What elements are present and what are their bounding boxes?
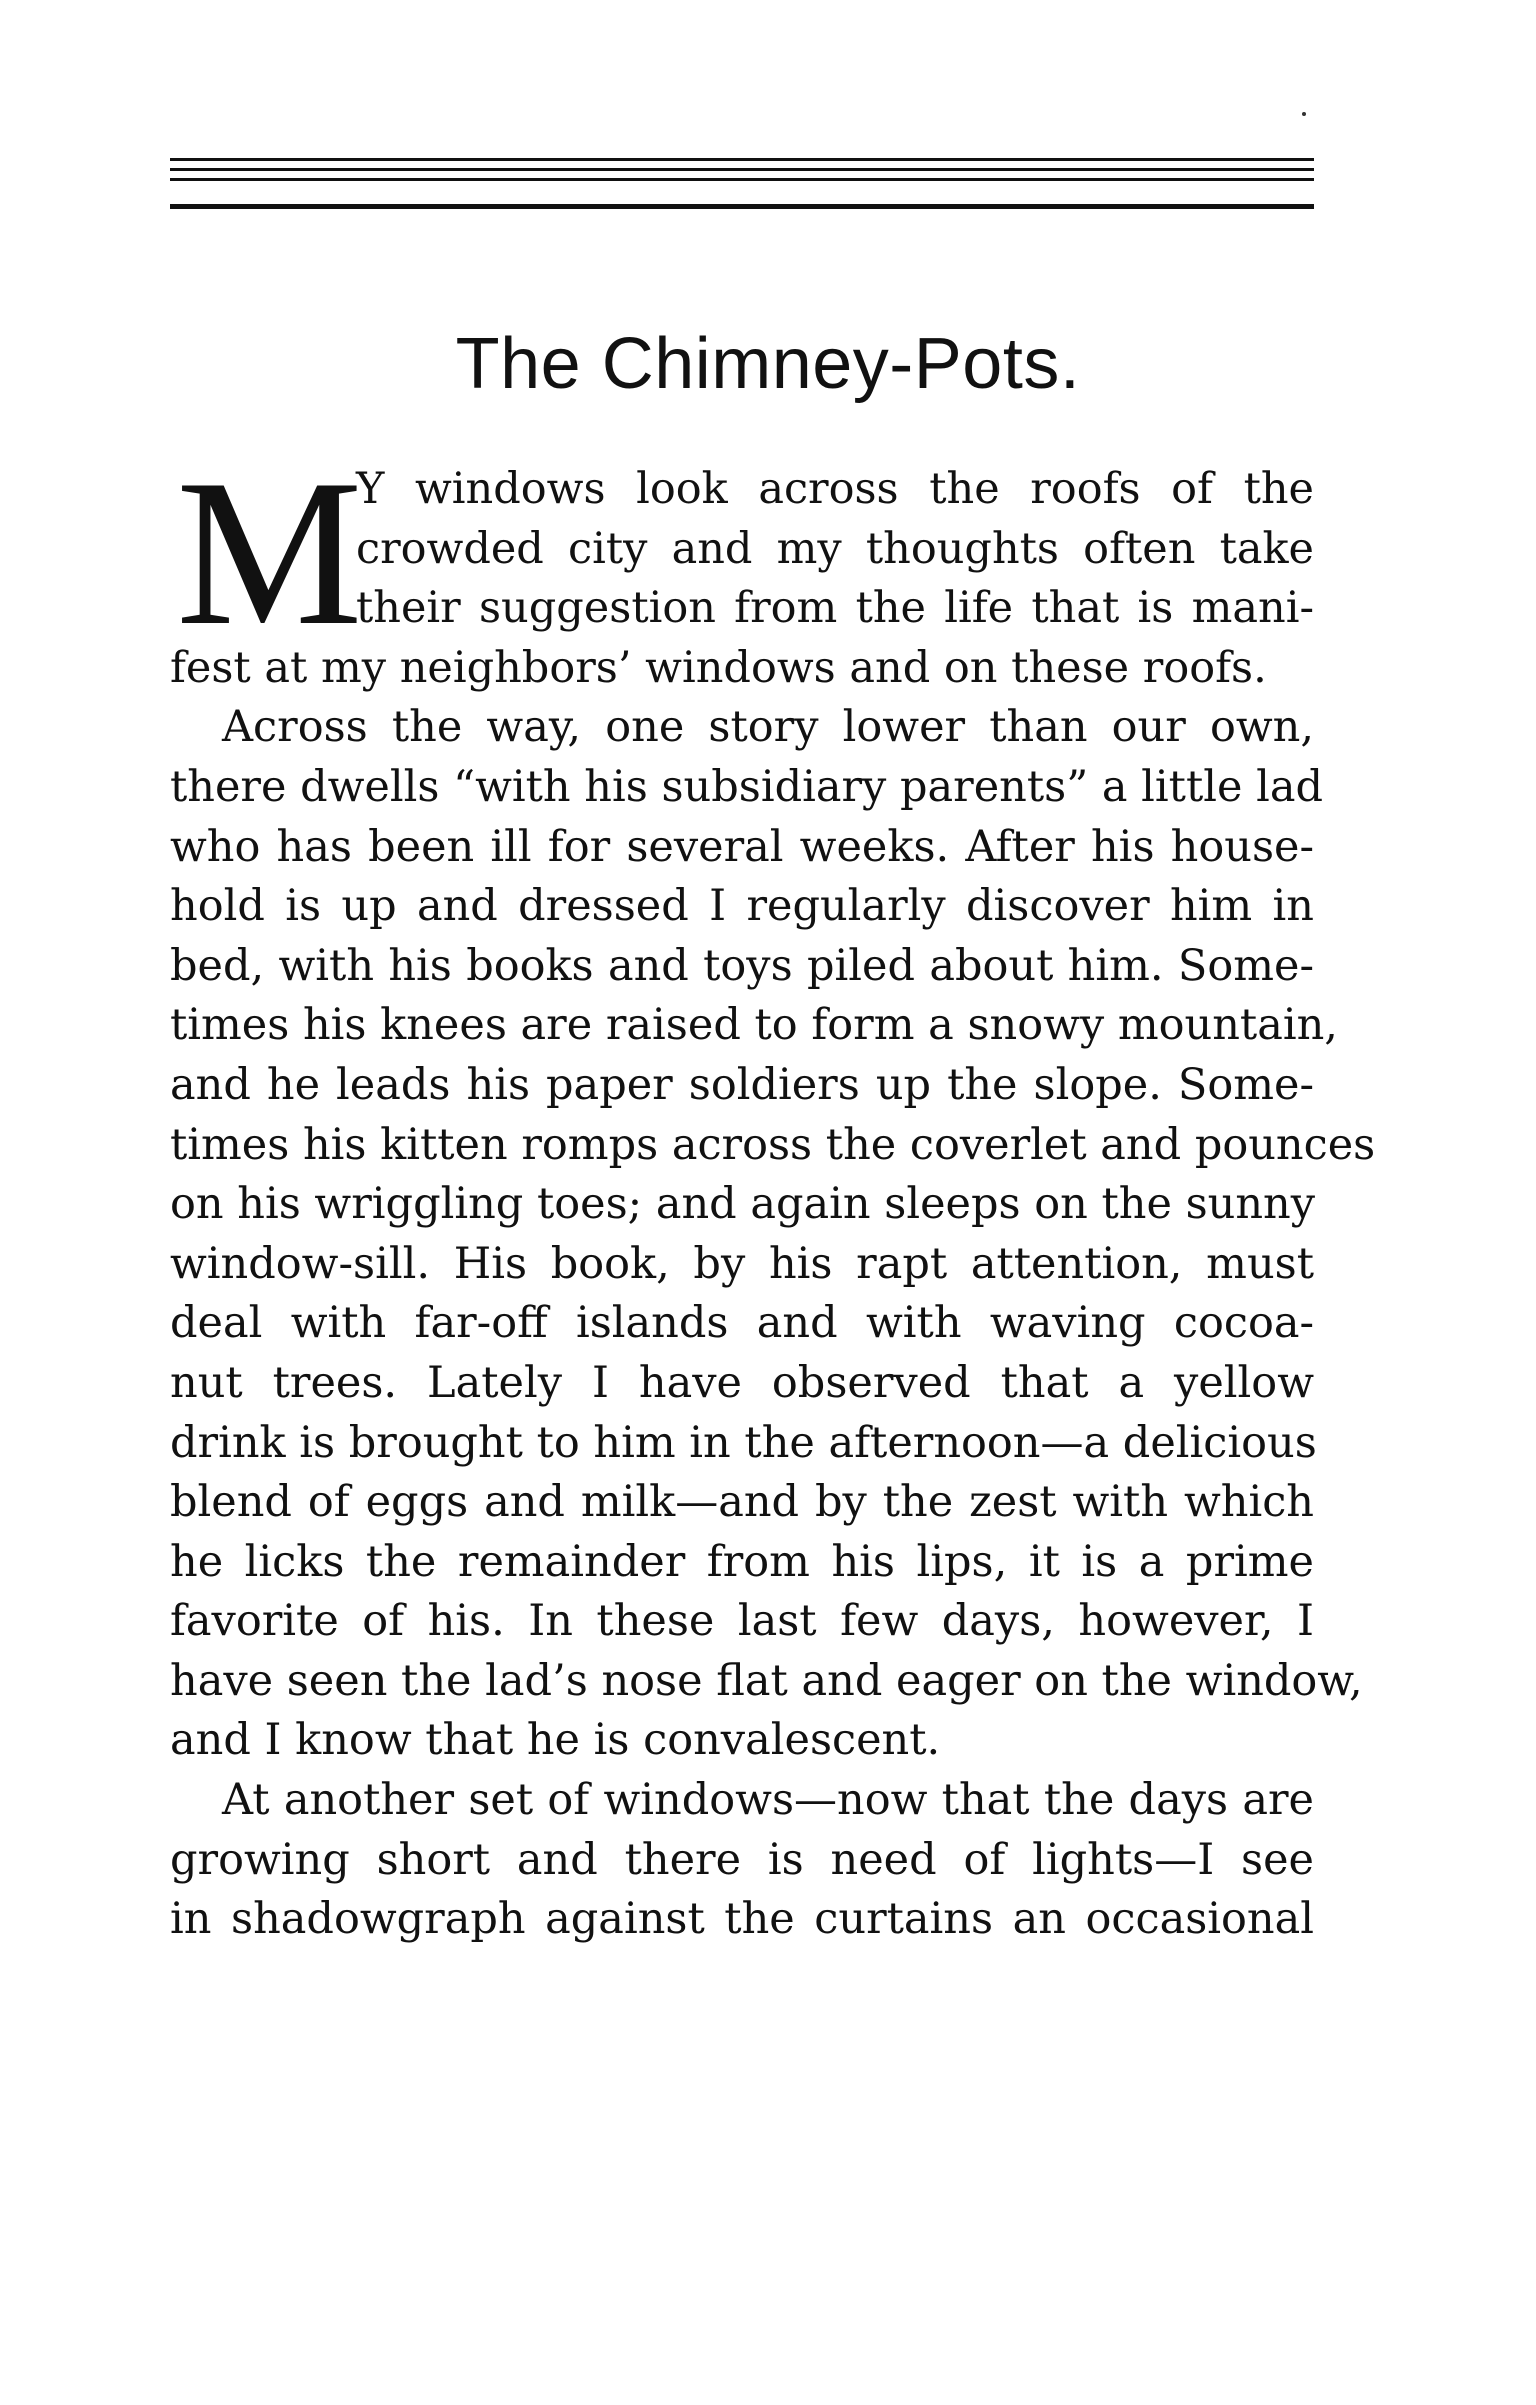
text-line: crowded city and my thoughts often take (356, 523, 1314, 574)
text-line: who has been ill for several weeks. After his house- (170, 821, 1314, 872)
text-line: fest at my neighbors’ windows and on these roofs. (170, 642, 1267, 693)
header-rule-1 (170, 158, 1314, 161)
text-line: growing short and there is need of lights—I see (170, 1834, 1314, 1885)
text-line: nut trees. Lately I have observed that a yellow (170, 1357, 1314, 1408)
text-line: bed, with his books and toys piled about him. Some- (170, 940, 1314, 991)
text-line: blend of eggs and milk—and by the zest with which (170, 1477, 1314, 1528)
text-line: in shadowgraph against the curtains an occasional (170, 1894, 1314, 1945)
text-line: hold is up and dressed I regularly discover him in (170, 881, 1314, 932)
text-line: drink is brought to him in the afternoon—a delicious (170, 1417, 1317, 1468)
header-rules (170, 158, 1314, 214)
page-speck (1302, 112, 1306, 116)
paragraph-2 (170, 698, 1376, 1771)
text-line: their suggestion from the life that is mani- (356, 583, 1314, 634)
text-line: Y windows look across the roofs of the (356, 464, 1314, 514)
text-line: deal with far-off islands and with waving cocoa- (170, 1298, 1314, 1349)
drop-cap: M (176, 437, 363, 669)
text-line: he licks the remainder from his lips, it is a prime (170, 1536, 1314, 1587)
header-rule-4 (170, 204, 1314, 209)
paragraph-3 (170, 1771, 1314, 1950)
text-line: window-sill. His book, by his rapt attention, must (170, 1238, 1314, 1289)
text-line: and he leads his paper soldiers up the slope. Some- (170, 1059, 1314, 1110)
text-line: times his knees are raised to form a snowy mountain, (170, 1000, 1338, 1051)
body-text (170, 437, 1376, 1950)
text-line: have seen the lad’s nose flat and eager on the window, (170, 1655, 1363, 1706)
text-line: favorite of his. In these last few days, however, I (170, 1596, 1314, 1647)
header-rule-3 (170, 178, 1314, 181)
text-line: there dwells “with his subsidiary parents” a little lad (170, 761, 1324, 812)
text-line: At another set of windows—now that the days are (222, 1775, 1314, 1826)
header-rule-2 (170, 168, 1314, 171)
text-line: on his wriggling toes; and again sleeps on the sunny (170, 1179, 1316, 1230)
text-line: Across the way, one story lower than our own, (222, 702, 1314, 753)
text-line: and I know that he is convalescent. (170, 1715, 941, 1766)
text-line: times his kitten romps across the coverlet and pounces (170, 1119, 1376, 1170)
chapter-title: The Chimney-Pots. (455, 324, 1081, 404)
